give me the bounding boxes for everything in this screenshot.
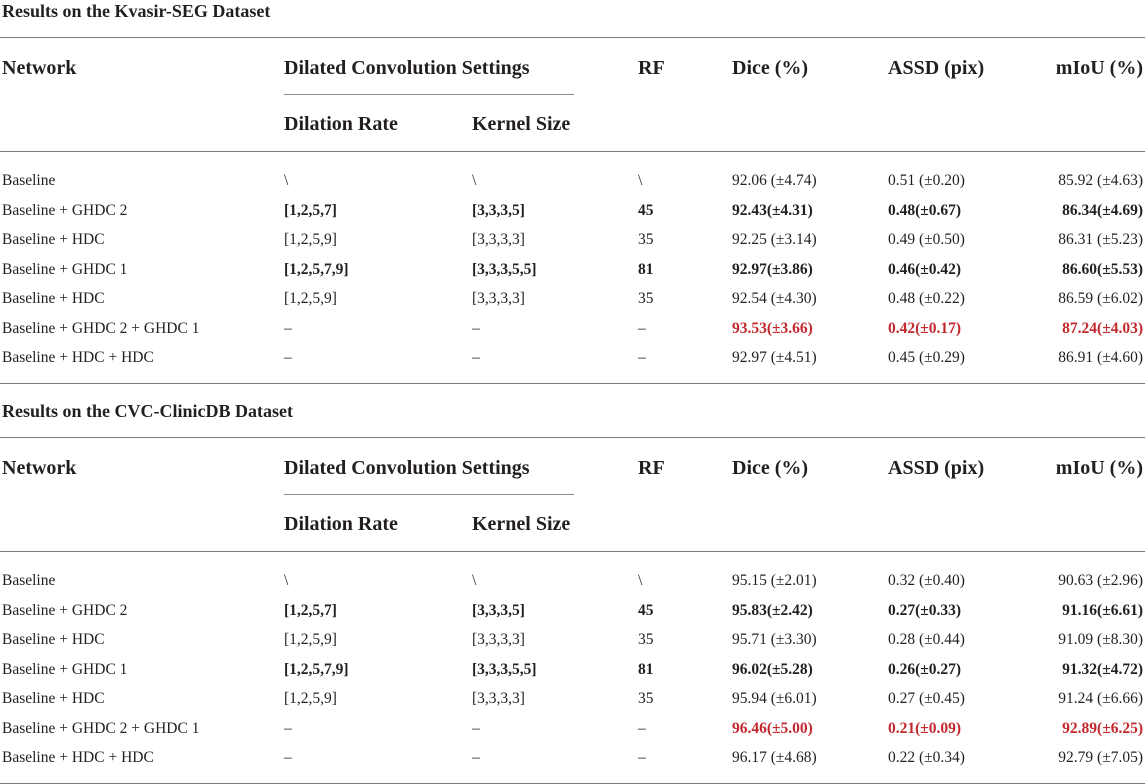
miou-cell: 86.60(±5.53) xyxy=(1062,260,1143,278)
table-row xyxy=(0,684,1145,713)
network-cell: Baseline + HDC xyxy=(2,690,105,707)
dilation-rate-cell: – xyxy=(284,719,292,737)
table-row xyxy=(0,596,1145,625)
rf-cell: \ xyxy=(638,572,643,589)
dilation-rate-cell: [1,2,5,9] xyxy=(284,690,337,707)
kernel-size-cell: [3,3,3,5,5] xyxy=(472,260,537,278)
col-header-kernel-size: Kernel Size xyxy=(472,113,571,135)
network-cell: Baseline + GHDC 2 + GHDC 1 xyxy=(2,319,200,337)
dice-cell: 96.46(±5.00) xyxy=(732,719,813,737)
table-row xyxy=(0,743,1145,772)
rf-cell: 45 xyxy=(638,201,654,219)
network-cell: Baseline + GHDC 1 xyxy=(2,660,128,678)
dice-cell: 95.94 (±6.01) xyxy=(732,690,817,707)
dice-cell: 92.97 (±4.51) xyxy=(732,349,817,366)
table-row xyxy=(0,255,1145,284)
rf-cell: 81 xyxy=(638,260,654,278)
assd-cell: 0.49 (±0.50) xyxy=(888,231,965,248)
header-rule xyxy=(0,151,1145,152)
rf-cell: – xyxy=(638,319,646,337)
top-rule xyxy=(0,437,1145,438)
dice-cell: 92.25 (±3.14) xyxy=(732,231,817,248)
miou-cell: 91.24 (±6.66) xyxy=(1058,690,1143,707)
dilation-rate-cell: [1,2,5,7,9] xyxy=(284,660,349,678)
miou-cell: 85.92 (±4.63) xyxy=(1058,172,1143,189)
miou-cell: 86.59 (±6.02) xyxy=(1058,290,1143,307)
table-row xyxy=(0,625,1145,654)
miou-cell: 86.31 (±5.23) xyxy=(1058,231,1143,248)
section-title: Results on the Kvasir-SEG Dataset xyxy=(2,1,271,21)
network-cell: Baseline + GHDC 2 xyxy=(2,601,128,619)
miou-cell: 91.09 (±8.30) xyxy=(1058,631,1143,648)
table-row xyxy=(0,714,1145,743)
assd-cell: 0.48(±0.67) xyxy=(888,201,962,219)
col-header-dice: Dice (%) xyxy=(732,57,809,79)
dice-cell: 93.53(±3.66) xyxy=(732,319,813,337)
cvc-clinicdb-results-section xyxy=(0,400,1145,784)
miou-cell: 91.32(±4.72) xyxy=(1062,660,1143,678)
col-header-dilation-rate: Dilation Rate xyxy=(284,513,398,535)
dilation-rate-cell: \ xyxy=(284,172,289,189)
col-header-network: Network xyxy=(2,457,77,479)
network-cell: Baseline xyxy=(2,572,56,589)
network-cell: Baseline + HDC + HDC xyxy=(2,349,154,366)
assd-cell: 0.28 (±0.44) xyxy=(888,631,965,648)
kernel-size-cell: – xyxy=(472,749,480,766)
table-row xyxy=(0,343,1145,372)
rf-cell: 35 xyxy=(638,290,654,307)
kernel-size-cell: [3,3,3,5,5] xyxy=(472,660,537,678)
table-row xyxy=(0,196,1145,225)
assd-cell: 0.27 (±0.45) xyxy=(888,690,965,707)
kernel-size-cell: [3,3,3,3] xyxy=(472,690,525,707)
dilation-rate-cell: \ xyxy=(284,572,289,589)
kernel-size-cell: – xyxy=(472,719,480,737)
kernel-size-cell: [3,3,3,3] xyxy=(472,231,525,248)
assd-cell: 0.27(±0.33) xyxy=(888,601,962,619)
dilation-rate-cell: – xyxy=(284,319,292,337)
rf-cell: 35 xyxy=(638,690,654,707)
dice-cell: 96.17 (±4.68) xyxy=(732,749,817,766)
miou-cell: 92.79 (±7.05) xyxy=(1058,749,1143,766)
kernel-size-cell: [3,3,3,5] xyxy=(472,201,525,219)
settings-subrule xyxy=(284,94,574,95)
table-row xyxy=(0,284,1145,313)
miou-cell: 92.89(±6.25) xyxy=(1062,719,1143,737)
rf-cell: – xyxy=(638,749,646,766)
kernel-size-cell: – xyxy=(472,319,480,337)
network-cell: Baseline + GHDC 2 + GHDC 1 xyxy=(2,719,200,737)
kernel-size-cell: [3,3,3,3] xyxy=(472,631,525,648)
table-row xyxy=(0,166,1145,195)
col-header-dilated-settings: Dilated Convolution Settings xyxy=(284,457,530,479)
col-header-dilated-settings: Dilated Convolution Settings xyxy=(284,57,530,79)
col-header-rf: RF xyxy=(638,457,665,479)
network-cell: Baseline xyxy=(2,172,56,189)
table-row xyxy=(0,225,1145,254)
assd-cell: 0.32 (±0.40) xyxy=(888,572,965,589)
col-header-miou: mIoU (%) xyxy=(1055,457,1143,479)
miou-cell: 86.91 (±4.60) xyxy=(1058,349,1143,366)
rf-cell: 35 xyxy=(638,631,654,648)
network-cell: Baseline + HDC + HDC xyxy=(2,749,154,766)
network-cell: Baseline + HDC xyxy=(2,231,105,248)
rf-cell: – xyxy=(638,349,646,366)
col-header-rf: RF xyxy=(638,57,665,79)
dilation-rate-cell: – xyxy=(284,749,292,766)
kernel-size-cell: – xyxy=(472,349,480,366)
kvasir-seg-results-section xyxy=(0,0,1145,384)
rf-cell: 45 xyxy=(638,601,654,619)
col-header-dilation-rate: Dilation Rate xyxy=(284,113,398,135)
col-header-assd: ASSD (pix) xyxy=(888,57,985,79)
kernel-size-cell: [3,3,3,5] xyxy=(472,601,525,619)
miou-cell: 90.63 (±2.96) xyxy=(1058,572,1143,589)
dice-cell: 95.83(±2.42) xyxy=(732,601,813,619)
kernel-size-cell: \ xyxy=(472,172,477,189)
header-rule xyxy=(0,551,1145,552)
dilation-rate-cell: [1,2,5,7,9] xyxy=(284,260,349,278)
dice-cell: 92.54 (±4.30) xyxy=(732,290,817,307)
kernel-size-cell: [3,3,3,3] xyxy=(472,290,525,307)
assd-cell: 0.21(±0.09) xyxy=(888,719,962,737)
miou-cell: 91.16(±6.61) xyxy=(1062,601,1143,619)
dilation-rate-cell: [1,2,5,9] xyxy=(284,231,337,248)
col-header-dice: Dice (%) xyxy=(732,457,809,479)
dilation-rate-cell: [1,2,5,9] xyxy=(284,290,337,307)
col-header-miou: mIoU (%) xyxy=(1055,57,1143,79)
dilation-rate-cell: – xyxy=(284,349,292,366)
network-cell: Baseline + GHDC 2 xyxy=(2,201,128,219)
network-cell: Baseline + HDC xyxy=(2,631,105,648)
dice-cell: 92.43(±4.31) xyxy=(732,201,813,219)
dice-cell: 95.71 (±3.30) xyxy=(732,631,817,648)
dice-cell: 92.97(±3.86) xyxy=(732,260,813,278)
dice-cell: 92.06 (±4.74) xyxy=(732,172,817,189)
assd-cell: 0.26(±0.27) xyxy=(888,660,962,678)
rf-cell: 81 xyxy=(638,660,654,678)
dice-cell: 95.15 (±2.01) xyxy=(732,572,817,589)
dilation-rate-cell: [1,2,5,7] xyxy=(284,201,337,219)
kernel-size-cell: \ xyxy=(472,572,477,589)
section-title: Results on the CVC-ClinicDB Dataset xyxy=(2,401,293,421)
table-row xyxy=(0,314,1145,343)
network-cell: Baseline + HDC xyxy=(2,290,105,307)
col-header-network: Network xyxy=(2,57,77,79)
dilation-rate-cell: [1,2,5,9] xyxy=(284,631,337,648)
assd-cell: 0.42(±0.17) xyxy=(888,319,962,337)
rf-cell: 35 xyxy=(638,231,654,248)
bottom-rule xyxy=(0,383,1145,384)
miou-cell: 86.34(±4.69) xyxy=(1062,201,1143,219)
col-header-kernel-size: Kernel Size xyxy=(472,513,571,535)
miou-cell: 87.24(±4.03) xyxy=(1062,319,1143,337)
table-row xyxy=(0,566,1145,595)
assd-cell: 0.51 (±0.20) xyxy=(888,172,965,189)
col-header-assd: ASSD (pix) xyxy=(888,457,985,479)
rf-cell: – xyxy=(638,719,646,737)
table-row xyxy=(0,655,1145,684)
network-cell: Baseline + GHDC 1 xyxy=(2,260,128,278)
top-rule xyxy=(0,37,1145,38)
assd-cell: 0.22 (±0.34) xyxy=(888,749,965,766)
dilation-rate-cell: [1,2,5,7] xyxy=(284,601,337,619)
rf-cell: \ xyxy=(638,172,643,189)
assd-cell: 0.48 (±0.22) xyxy=(888,290,965,307)
assd-cell: 0.46(±0.42) xyxy=(888,260,962,278)
dice-cell: 96.02(±5.28) xyxy=(732,660,813,678)
settings-subrule xyxy=(284,494,574,495)
assd-cell: 0.45 (±0.29) xyxy=(888,349,965,366)
